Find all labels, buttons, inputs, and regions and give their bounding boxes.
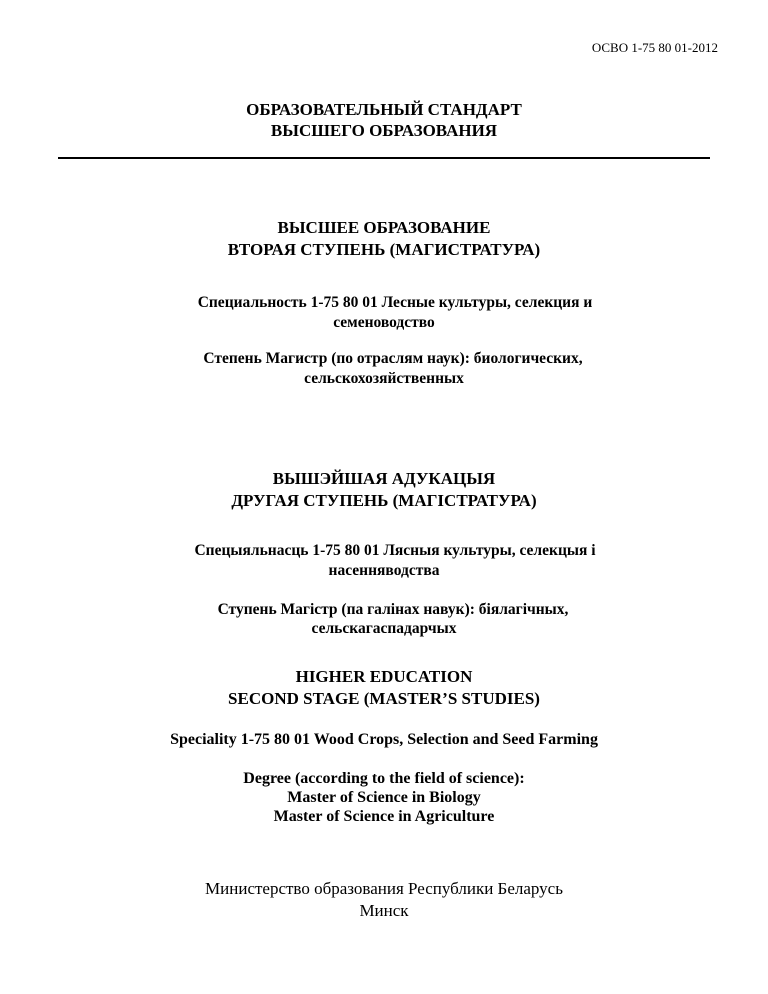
ru-degree-line2: сельскохозяйственных <box>304 370 464 387</box>
be-specialty-line1: Спецыяльнасць 1-75 80 01 Лясныя культуры, селекцыя і <box>194 542 596 559</box>
ru-specialty-line1: Специальность 1-75 80 01 Лесные культуры, селекция и <box>197 294 593 311</box>
en-degree-line2: Master of Science in Biology <box>287 789 481 806</box>
city-name: Минск <box>359 901 409 920</box>
be-level-line1: ВЫШЭЙШАЯ АДУКАЦЫЯ <box>272 469 496 488</box>
ru-degree-line1: Степень Магистр (по отраслям наук): биологических, <box>203 350 583 367</box>
standard-title-line1: ОБРАЗОВАТЕЛЬНЫЙ СТАНДАРТ <box>246 100 522 119</box>
ministry-name: Министерство образования Республики Беларусь <box>205 879 563 898</box>
en-level-line2: SECOND STAGE (MASTER’S STUDIES) <box>228 689 540 708</box>
en-degree-line3: Master of Science in Agriculture <box>273 808 495 825</box>
ru-level-line1: ВЫСШЕЕ ОБРАЗОВАНИЕ <box>277 218 491 237</box>
title-divider <box>58 157 710 159</box>
standard-title-line2: ВЫСШЕГО ОБРАЗОВАНИЯ <box>270 121 498 140</box>
be-specialty-line2: насенняводства <box>328 562 440 579</box>
ru-specialty-line2: семеноводство <box>333 314 435 331</box>
be-degree-line2: сельскагаспадарчых <box>311 620 457 637</box>
document-code: ОСВО 1-75 80 01-2012 <box>591 40 718 55</box>
be-level-line2: ДРУГАЯ СТУПЕНЬ (МАГІСТРАТУРА) <box>231 491 537 510</box>
be-degree-line1: Ступень Магістр (па галінах навук): біялагічных, <box>217 601 569 618</box>
en-level-line1: HIGHER EDUCATION <box>295 667 473 686</box>
en-specialty: Speciality 1-75 80 01 Wood Crops, Selection and Seed Farming <box>170 731 598 748</box>
en-degree-line1: Degree (according to the field of science): <box>243 770 525 787</box>
ru-level-line2: ВТОРАЯ СТУПЕНЬ (МАГИСТРАТУРА) <box>227 240 541 259</box>
